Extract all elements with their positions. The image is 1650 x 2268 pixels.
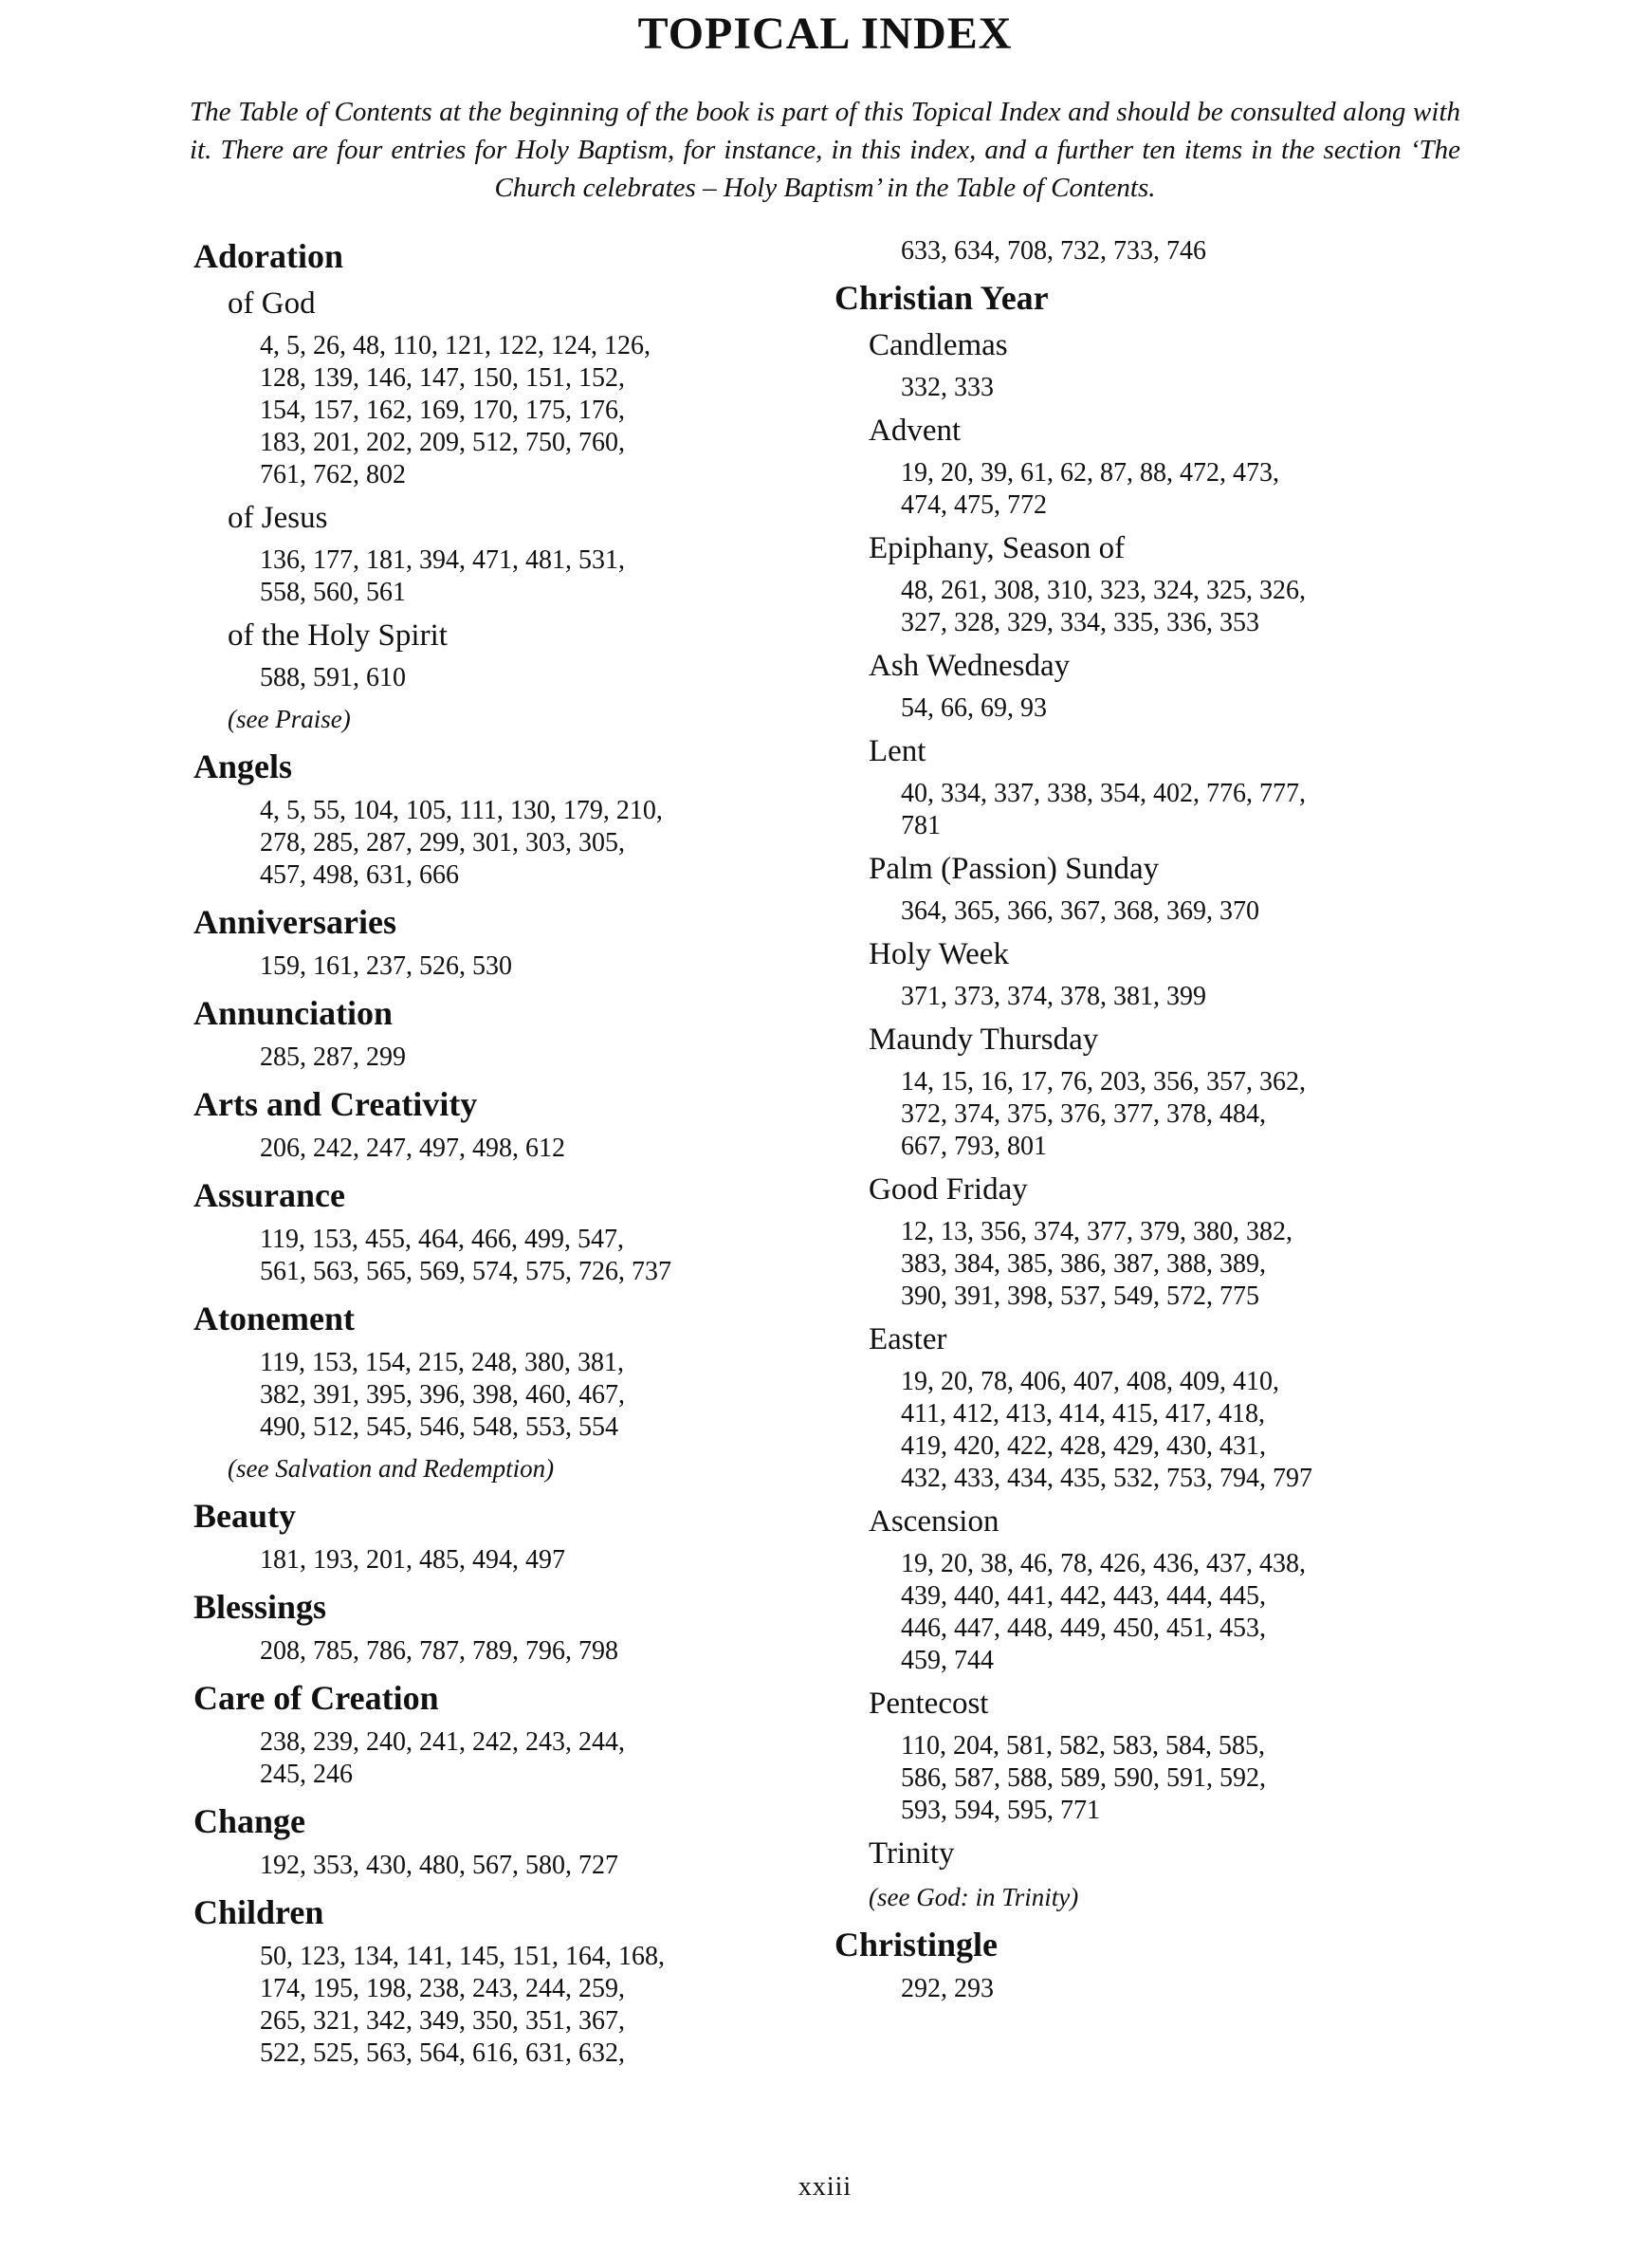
page-refs: 54, 66, 69, 93 <box>901 693 1047 723</box>
topic-heading: Atonement <box>193 1300 355 1337</box>
topic-heading: Beauty <box>193 1497 296 1535</box>
subtopic: Ash Wednesday <box>869 649 1071 683</box>
subtopic: Ascension <box>869 1504 999 1539</box>
topic-heading: Children <box>193 1893 324 1931</box>
subtopic: Lent <box>869 734 926 768</box>
topic-heading: Arts and Creativity <box>193 1085 478 1123</box>
page-refs: 136, 177, 181, 394, 471, 481, 531, 558, 560, 561 <box>260 545 625 607</box>
page-refs: 332, 333 <box>901 373 994 402</box>
page-refs: 12, 13, 356, 374, 377, 379, 380, 382, 383, 384, 385, 386, 387, 388, 389, 390, 391, 398, 537, 549, 572, 775 <box>901 1217 1292 1311</box>
topic-heading: Angels <box>193 747 293 785</box>
subtopic: Epiphany, Season of <box>869 531 1126 565</box>
cross-reference: (see Salvation and Redemption) <box>228 1454 555 1483</box>
topic-heading: Change <box>193 1802 306 1840</box>
page-refs: 4, 5, 26, 48, 110, 121, 122, 124, 126, 128, 139, 146, 147, 150, 151, 152, 154, 157, 162, 169, 170, 175, 176, 183, 201, 202, 209, 512, 750, 760, 761, 762, 802 <box>260 331 651 489</box>
subtopic: Palm (Passion) Sunday <box>869 852 1160 886</box>
page-refs: 192, 353, 430, 480, 567, 580, 727 <box>260 1851 618 1880</box>
page-refs: 48, 261, 308, 310, 323, 324, 325, 326, 327, 328, 329, 334, 335, 336, 353 <box>901 576 1306 637</box>
topic-heading: Care of Creation <box>193 1679 439 1717</box>
page-refs: 238, 239, 240, 241, 242, 243, 244, 245, 246 <box>260 1727 625 1789</box>
page-refs: 4, 5, 55, 104, 105, 111, 130, 179, 210, 278, 285, 287, 299, 301, 303, 305, 457, 498, 631, 666 <box>260 796 663 890</box>
page-refs: 371, 373, 374, 378, 381, 399 <box>901 982 1206 1011</box>
subtopic: Holy Week <box>869 937 1009 971</box>
page-refs: 159, 161, 237, 526, 530 <box>260 951 512 981</box>
page-refs: 19, 20, 38, 46, 78, 426, 436, 437, 438, 439, 440, 441, 442, 443, 444, 445, 446, 447, 448, 449, 450, 451, 453, 459, 744 <box>901 1549 1306 1675</box>
cross-reference: (see Praise) <box>228 705 351 733</box>
page-number: xxiii <box>798 2172 852 2202</box>
page-refs: 119, 153, 154, 215, 248, 380, 381, 382, 391, 395, 396, 398, 460, 467, 490, 512, 545, 546, 548, 553, 554 <box>260 1348 625 1442</box>
subtopic: of the Holy Spirit <box>228 618 448 653</box>
subtopic: Advent <box>869 414 962 448</box>
page-refs: 50, 123, 134, 141, 145, 151, 164, 168, 174, 195, 198, 238, 243, 244, 259, 265, 321, 342, 349, 350, 351, 367, 522, 525, 563, 564, 616, 631, 632, <box>260 1942 665 2068</box>
subtopic: of God <box>228 286 316 321</box>
subtopic: Candlemas <box>869 328 1008 362</box>
topic-heading: Anniversaries <box>193 903 396 941</box>
page-refs: 40, 334, 337, 338, 354, 402, 776, 777, 781 <box>901 779 1306 840</box>
subtopic: Easter <box>869 1322 947 1356</box>
page-refs: 19, 20, 78, 406, 407, 408, 409, 410, 411, 412, 413, 414, 415, 417, 418, 419, 420, 422, 428, 429, 430, 431, 432, 433, 434, 435, 532, 753, 794, 797 <box>901 1367 1312 1493</box>
intro-paragraph: The Table of Contents at the beginning of the book is part of this Topical Index and should be consulted along with it. There are four entries for Holy Baptism, for instance, in this index, and a further ten items in the section ‘The Church celebrates – Holy Baptism’ in the Table of Contents. <box>190 97 1460 203</box>
page-title: TOPICAL INDEX <box>637 9 1013 59</box>
page-refs: 206, 242, 247, 497, 498, 612 <box>260 1134 565 1163</box>
topic-heading: Adoration <box>193 237 344 275</box>
page-refs: 208, 785, 786, 787, 789, 796, 798 <box>260 1636 618 1666</box>
page-refs: 14, 15, 16, 17, 76, 203, 356, 357, 362, 372, 374, 375, 376, 377, 378, 484, 667, 793, 801 <box>901 1067 1306 1161</box>
page-refs-continued: 633, 634, 708, 732, 733, 746 <box>901 236 1206 266</box>
page-refs: 588, 591, 610 <box>260 663 406 692</box>
page-refs: 119, 153, 455, 464, 466, 499, 547, 561, 563, 565, 569, 574, 575, 726, 737 <box>260 1225 671 1286</box>
left-column <box>193 235 781 2077</box>
topic-heading: Annunciation <box>193 994 394 1032</box>
topic-heading: Blessings <box>193 1588 327 1626</box>
page-refs: 285, 287, 299 <box>260 1042 406 1072</box>
cross-reference: (see God: in Trinity) <box>869 1883 1079 1911</box>
subtopic: Maundy Thursday <box>869 1023 1099 1057</box>
topic-heading: Christingle <box>834 1926 999 1964</box>
subtopic: Good Friday <box>869 1172 1028 1207</box>
page-refs: 110, 204, 581, 582, 583, 584, 585, 586, 587, 588, 589, 590, 591, 592, 593, 594, 595, 771 <box>901 1731 1266 1825</box>
page-refs: 19, 20, 39, 61, 62, 87, 88, 472, 473, 474, 475, 772 <box>901 458 1279 520</box>
subtopic: Pentecost <box>869 1687 989 1721</box>
page-refs: 181, 193, 201, 485, 494, 497 <box>260 1545 565 1575</box>
topic-heading: Christian Year <box>834 279 1049 317</box>
subtopic: Trinity <box>869 1836 955 1871</box>
page-refs: 292, 293 <box>901 1974 994 2003</box>
right-column <box>834 235 1422 2013</box>
page-refs: 364, 365, 366, 367, 368, 369, 370 <box>901 896 1259 926</box>
subtopic: of Jesus <box>228 501 328 535</box>
topic-heading: Assurance <box>193 1176 345 1214</box>
